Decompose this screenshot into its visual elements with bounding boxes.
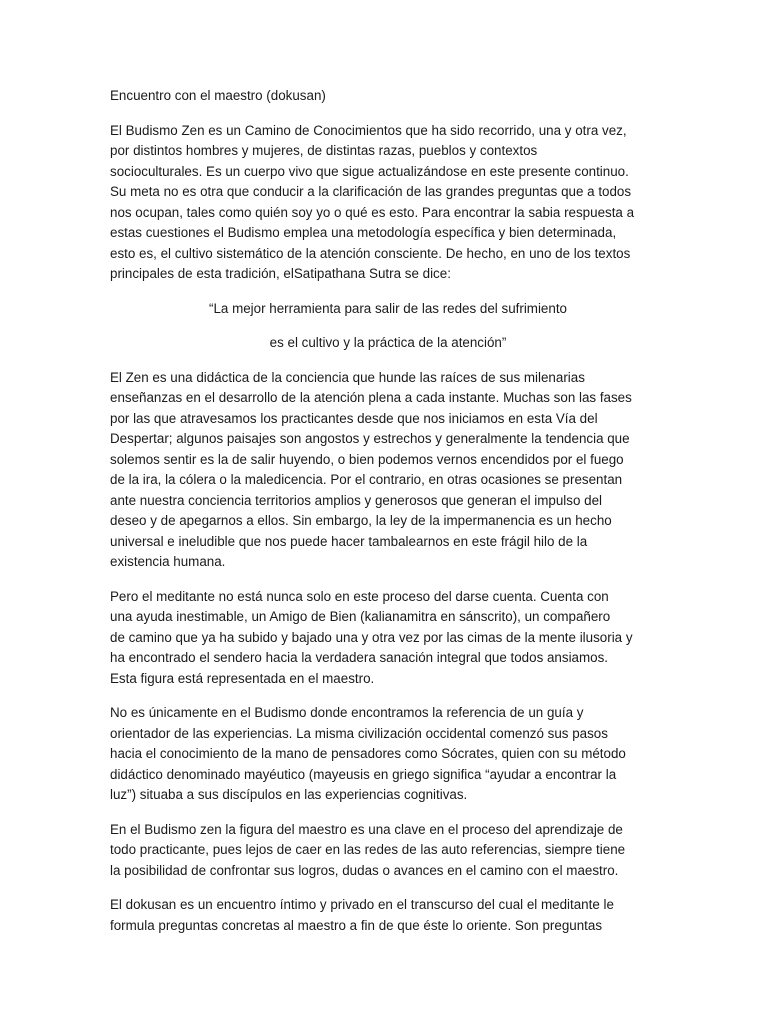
paragraph-line: por distintos hombres y mujeres, de distintas razas, pueblos y contextos [110,143,538,158]
document-title: Encuentro con el maestro (dokusan) [110,88,326,103]
paragraph-line: una ayuda inestimable, un Amigo de Bien (kalianamitra en sánscrito), un compañero [110,609,611,624]
paragraph-zen-didactic [110,368,666,573]
paragraph-line: de camino que ya ha subido y bajado una y otra vez por las cimas de la mente ilusoria y [110,629,633,645]
quote-line-2: es el cultivo y la práctica de la atención” [269,335,507,350]
paragraph-line: solemos sentir es la de salir huyendo, o bien podemos vernos encendidos por el fuego [110,451,624,467]
paragraph-line: ha encontrado el sendero hacia la verdadera sanación integral que todos ansiamos. [110,650,609,665]
paragraph-line: En el Budismo zen la figura del maestro es una clave en el proceso del aprendizaje de [110,821,623,837]
paragraph-line: Su meta no es otra que conducir a la clarificación de las grandes preguntas que a todos [110,184,632,199]
paragraph-line: formula preguntas concretas al maestro a fin de que éste lo oriente. Son preguntas [110,917,603,933]
paragraph-intro [110,121,666,285]
paragraph-line: El dokusan es un encuentro íntimo y privado en el transcurso del cual el meditante le [110,897,614,912]
paragraph-line: esto es, el cultivo sistemático de la atención consciente. De hecho, en uno de los textos [110,245,631,261]
paragraph-line: orientador de las experiencias. La misma civilización occidental comenzó sus pasos [110,725,608,741]
paragraph-line: principales de esta tradición, elSatipathana Sutra se dice: [110,266,451,281]
paragraph-line: universal e ineludible que nos puede hacer tambalearnos en este frágil hilo de la [110,533,588,549]
paragraph-line: El Zen es una didáctica de la conciencia que hunde las raíces de sus milenarias [110,369,585,385]
paragraph-line: socioculturales. Es un cuerpo vivo que sigue actualizándose en este presente continuo. [110,163,629,179]
paragraph-guide [110,703,666,806]
paragraph-line: No es únicamente en el Budismo donde encontramos la referencia de un guía y [110,705,584,720]
paragraph-line: didáctico denominado mayéutico (mayeusis en griego significa “ayudar a encontrar la [110,766,617,782]
paragraph-line: nos ocupan, tales como quién soy yo o qué es esto. Para encontrar la sabia respuesta a [110,204,635,220]
paragraph-line: deseo y de apegarnos a ellos. Sin embargo, la ley de la impermanencia es un hecho [110,513,612,528]
paragraph-line: la posibilidad de confrontar sus logros, dudas o avances en el camino con el maestro. [110,862,619,878]
paragraph-line: estas cuestiones el Budismo emplea una metodología específica y bien determinada, [110,225,617,240]
paragraph-master [110,820,666,882]
paragraph-line: El Budismo Zen es un Camino de Conocimientos que ha sido recorrido, una y otra vez, [110,122,627,138]
paragraph-line: de la ira, la cólera o la maledicencia. Por el contrario, en otras ocasiones se presentan [110,472,623,487]
paragraph-line: por las que atravesamos los practicantes desde que nos iniciamos en esta Vía del [110,410,598,426]
paragraph-line: ante nuestra conciencia territorios amplios y generosos que generan el impulso del [110,492,603,508]
paragraph-line: Esta figura está representada en el maestro. [110,670,375,686]
paragraph-line: todo practicante, pues lejos de caer en las redes de las auto referencias, siempre tiene [110,842,626,857]
paragraph-dokusan [110,895,666,936]
paragraph-line: existencia humana. [110,554,226,569]
paragraph-line: Pero el meditante no está nunca solo en este proceso del darse cuenta. Cuenta con [110,588,609,604]
document-page [110,86,666,950]
paragraph-line: luz”) situaba a sus discípulos en las experiencias cognitivas. [110,787,468,802]
paragraph-line: Despertar; algunos paisajes son angostos y estrechos y generalmente la tendencia que [110,431,630,446]
paragraph-line: hacia el conocimiento de la mano de pensadores como Sócrates, quien con su método [110,746,626,761]
paragraph-meditant [110,587,666,690]
quote-line-1: “La mejor herramienta para salir de las redes del sufrimiento [209,300,567,316]
paragraph-line: enseñanzas en el desarrollo de la atención plena a cada instante. Muchas son las fases [110,390,632,405]
